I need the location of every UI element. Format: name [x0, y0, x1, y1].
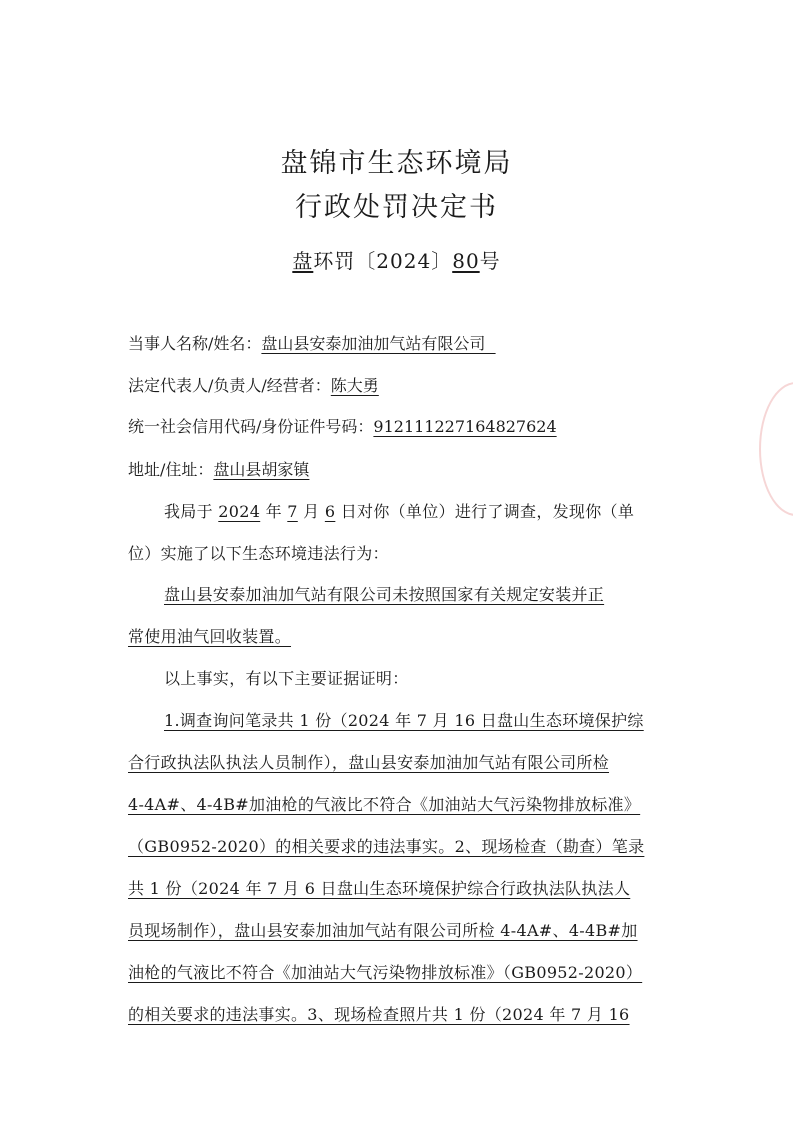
p1-year: 2024 [218, 502, 261, 521]
violation-line2 [128, 624, 683, 647]
party-name-label: 当事人名称/姓名： [128, 334, 262, 353]
p1-text-c: 月 [297, 502, 325, 521]
address-value: 盘山县胡家镇 [213, 460, 310, 479]
investigation-paragraph-line2: 位）实施了以下生态环境违法行为： [128, 544, 389, 563]
violation-line1: 盘山县安泰加油加气站有限公司未按照国家有关规定安装并正 [164, 585, 605, 604]
evidence-line8: 的相关要求的违法事实。3、现场检查照片共 1 份（2024 年 7 月 16 [128, 1005, 630, 1024]
legal-rep-label: 法定代表人/负责人/经营者： [128, 376, 331, 395]
p1-month: 7 [287, 502, 298, 521]
legal-rep-value: 陈大勇 [330, 376, 379, 395]
evidence-line2: 合行政执法队执法人员制作），盘山县安泰加油加气站有限公司所检 [128, 753, 610, 772]
credit-code-field [128, 414, 559, 437]
agency-title: 盘锦市生态环境局 [280, 148, 513, 179]
p1-text-a: 我局于 [164, 502, 219, 521]
evidence-line7: 油枪的气液比不符合《加油站大气污染物排放标准》（GB0952-2020） [128, 963, 643, 982]
credit-code-value: 912111227164827624 [373, 417, 557, 436]
evidence-line5: 共 1 份（2024 年 7 月 6 日盘山生态环境保护综合行政执法队执法人 [128, 879, 631, 898]
doc-no-mid: 环罚〔2024〕 [313, 249, 453, 273]
address-field [128, 457, 311, 480]
violation-line2-text: 常使用油气回收装置。 [128, 627, 292, 646]
p1-day: 6 [324, 502, 336, 521]
p1-text-b: 年 [260, 502, 288, 521]
evidence-line1: 1.调查询问笔录共 1 份（2024 年 7 月 16 日盘山生态环境保护综 [164, 711, 644, 730]
credit-code-label: 统一社会信用代码/身份证件号码： [128, 417, 374, 436]
official-seal-edge [759, 382, 793, 516]
document-number [0, 245, 793, 274]
legal-rep-field [128, 373, 381, 396]
evidence-line6: 员现场制作），盘山县安泰加油加气站有限公司所检 4-4A#、4-4B#加 [128, 921, 638, 940]
party-name-value: 盘山县安泰加油加气站有限公司 [261, 334, 496, 353]
party-name-field [128, 331, 498, 354]
doc-no-suffix: 号 [479, 249, 501, 273]
investigation-paragraph-line1 [164, 499, 684, 522]
doc-no-prefix: 盘 [292, 249, 314, 273]
document-type-title: 行政处罚决定书 [295, 192, 498, 223]
address-label: 地址/住址： [128, 460, 214, 479]
doc-no-num: 80 [452, 249, 480, 273]
p1-text-d: 日对你（单位）进行了调查，发现你（单 [335, 502, 635, 521]
evidence-line3: 4-4A#、4-4B#加油枪的气液比不符合《加油站大气污染物排放标准》 [128, 795, 641, 814]
evidence-intro: 以上事实，有以下主要证据证明： [164, 669, 409, 688]
evidence-line4: （GB0952-2020）的相关要求的违法事实。2、现场检查（勘查）笔录 [128, 837, 645, 856]
